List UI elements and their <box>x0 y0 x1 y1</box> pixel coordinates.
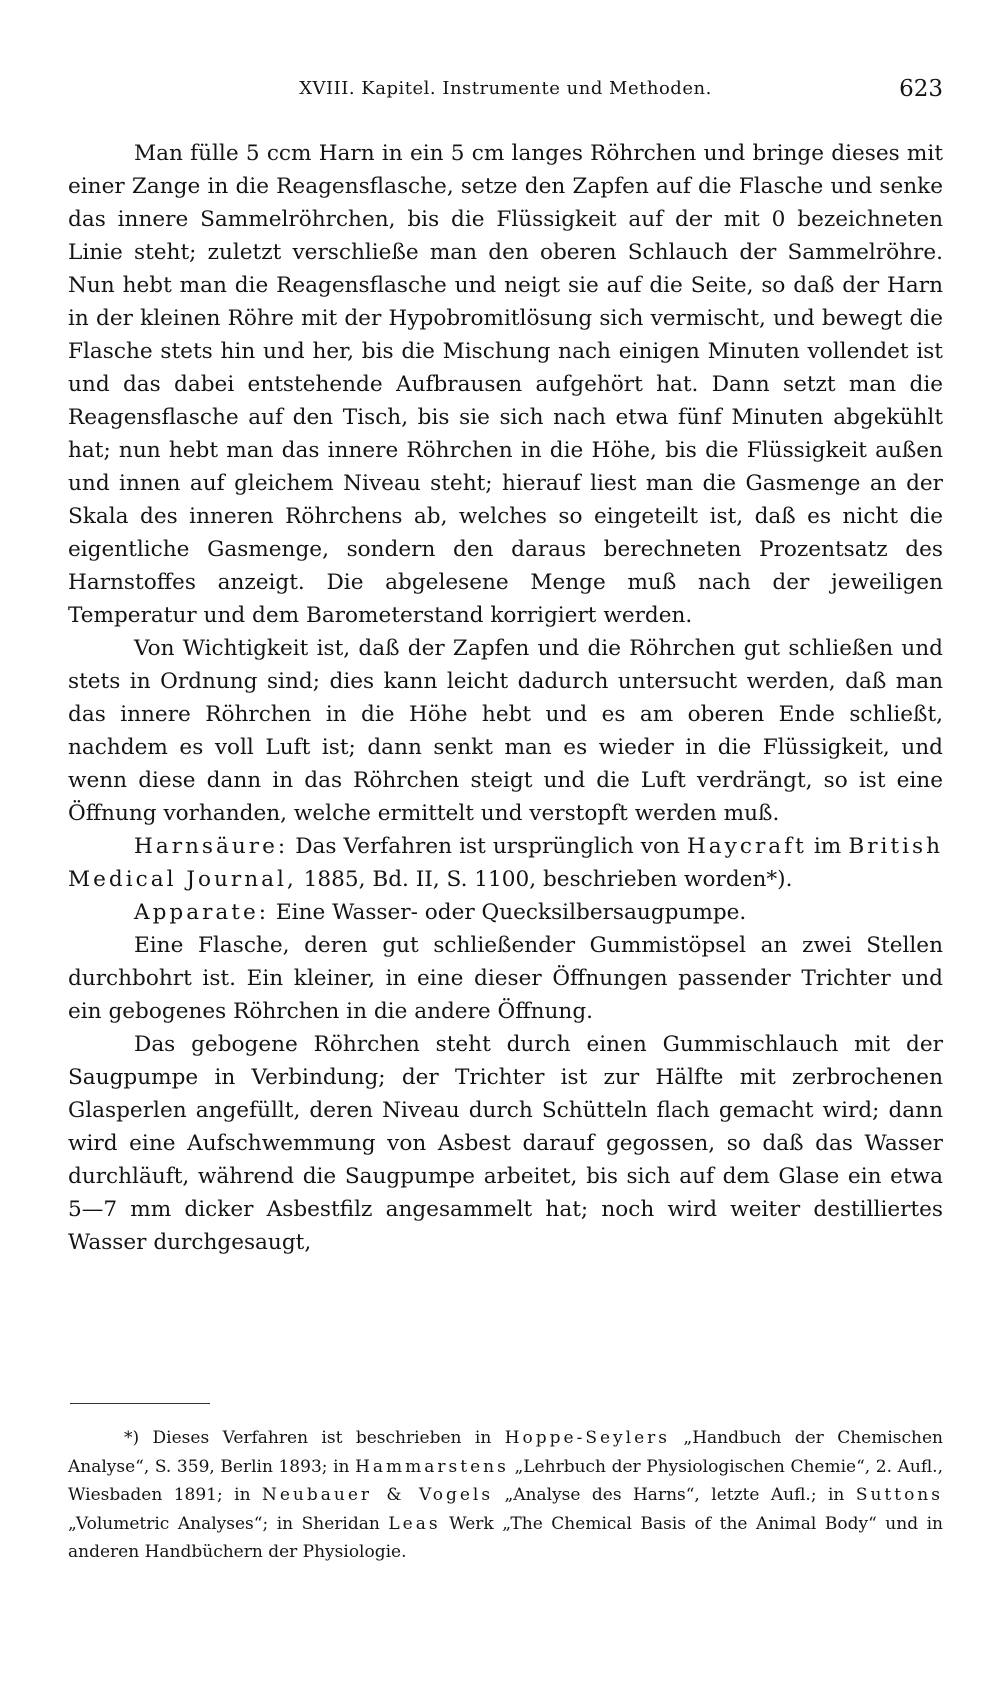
author-sutton: Suttons <box>855 1485 943 1505</box>
footnote-rule <box>70 1403 210 1404</box>
paragraph-uric-acid <box>68 830 943 896</box>
text-segment: „Volumetric Analyses“; in Sheridan <box>68 1513 389 1534</box>
text-segment: „Handbuch der Chemischen Analyse“, S. 359, Berlin 1893; in <box>68 1428 943 1477</box>
text-segment: im <box>806 834 849 859</box>
footnote-text <box>68 1424 943 1567</box>
paragraph-tube: Das gebogene Röhrchen steht durch einen Gummischlauch mit der Saugpumpe in Verbindung; der Trichter ist zur Hälfte mit zerbrochenen Glasperlen angefüllt, deren Niveau durch Schütteln flach gemacht wird; dann wird eine Aufschwemmung von Asbest darauf gegossen, so daß das Wasser durchläuft, während die Saugpumpe arbeitet, bis sich auf dem Glase ein etwa 5—7 mm dicker Asbestfilz angesammelt hat; noch wird weiter destilliertes Wasser durchgesaugt, <box>68 1032 943 1255</box>
page-number: 623 <box>899 76 943 102</box>
text-segment: 1885, Bd. II, S. 1100, beschrieben worden*). <box>296 867 793 892</box>
text-segment: Werk „The Chemical Basis of the Animal Body“ und in anderen Handbüchern der Physiologie. <box>68 1513 944 1562</box>
main-text <box>68 137 943 1259</box>
term-apparate: Apparate: <box>134 900 270 925</box>
journal-name: British Medical Journal, <box>68 834 943 892</box>
footnote <box>68 1424 943 1567</box>
author-hoppe-seyler: Hoppe-Seylers <box>504 1428 670 1448</box>
paragraph-apparatus <box>68 896 943 929</box>
text-segment: „Lehrbuch der Physiologischen Chemie“, 2. Aufl., Wiesbaden 1891; in <box>68 1456 943 1505</box>
chapter-title: XVIII. Kapitel. Instrumente und Methoden. <box>299 78 712 99</box>
paragraph-urea-procedure: Man fülle 5 ccm Harn in ein 5 cm langes Röhrchen und bringe dieses mit einer Zange in die Reagensflasche, setze den Zapfen auf die Flasche und senke das innere Sammelröhrchen, bis die Flüssigkeit auf der mit 0 bezeichneten Linie steht; zuletzt verschließe man den oberen Schlauch der Sammelröhre. Nun hebt man die Reagensflasche und neigt sie auf die Seite, so daß der Harn in der kleinen Röhre mit der Hypobromitlösung sich vermischt, und bewegt die Flasche stets hin und her, bis die Mischung nach einigen Minuten vollendet ist und das dabei entstehende Aufbrausen aufgehört hat. Dann setzt man die Reagensflasche auf den Tisch, bis sie sich nach etwa fünf Minuten abgekühlt hat; nun hebt man das innere Röhrchen in die Höhe, bis die Flüssigkeit außen und innen auf gleichem Niveau steht; hierauf liest man die Gasmenge an der Skala des inneren Röhrchens ab, welches so eingeteilt ist, daß es nicht die eigentliche Gasmenge, sondern den daraus berechneten Prozentsatz des Harnstoffes anzeigt. Die abgelesene Menge muß nach der jeweiligen Temperatur und dem Barometerstand korrigiert werden. <box>68 141 943 628</box>
author-hammarsten: Hammarstens <box>355 1456 509 1477</box>
text-segment: *) Dieses Verfahren ist beschrieben in <box>124 1428 505 1448</box>
paragraph-seal-check: Von Wichtigkeit ist, daß der Zapfen und die Röhrchen gut schließen und stets in Ordnung sind; dies kann leicht dadurch untersucht werden, daß man das innere Röhrchen in die Höhe hebt und es am oberen Ende schließt, nachdem es voll Luft ist; dann senkt man es wieder in die Flüssigkeit, und wenn diese dann in das Röhrchen steigt und die Luft verdrängt, so ist eine Öffnung vorhanden, welche ermittelt und verstopft werden muß. <box>68 636 943 826</box>
text-segment: Das Verfahren ist ursprünglich von <box>288 834 687 859</box>
author-haycraft: Haycraft <box>686 834 807 859</box>
running-header <box>68 78 943 112</box>
term-harnsaeure: Harnsäure: <box>134 834 289 859</box>
author-lea: Leas <box>388 1513 441 1534</box>
paragraph-flask: Eine Flasche, deren gut schließender Gummistöpsel an zwei Stellen durchbohrt ist. Ein kleiner, in eine dieser Öffnungen passender Trichter und ein gebogenes Röhrchen in die andere Öffnung. <box>68 933 943 1024</box>
author-neubauer-vogel: Neubauer & Vogels <box>261 1485 494 1505</box>
text-segment: „Analyse des Harns“, letzte Aufl.; in <box>493 1485 856 1505</box>
text-segment: Eine Wasser- oder Quecksilbersaugpumpe. <box>269 900 747 925</box>
